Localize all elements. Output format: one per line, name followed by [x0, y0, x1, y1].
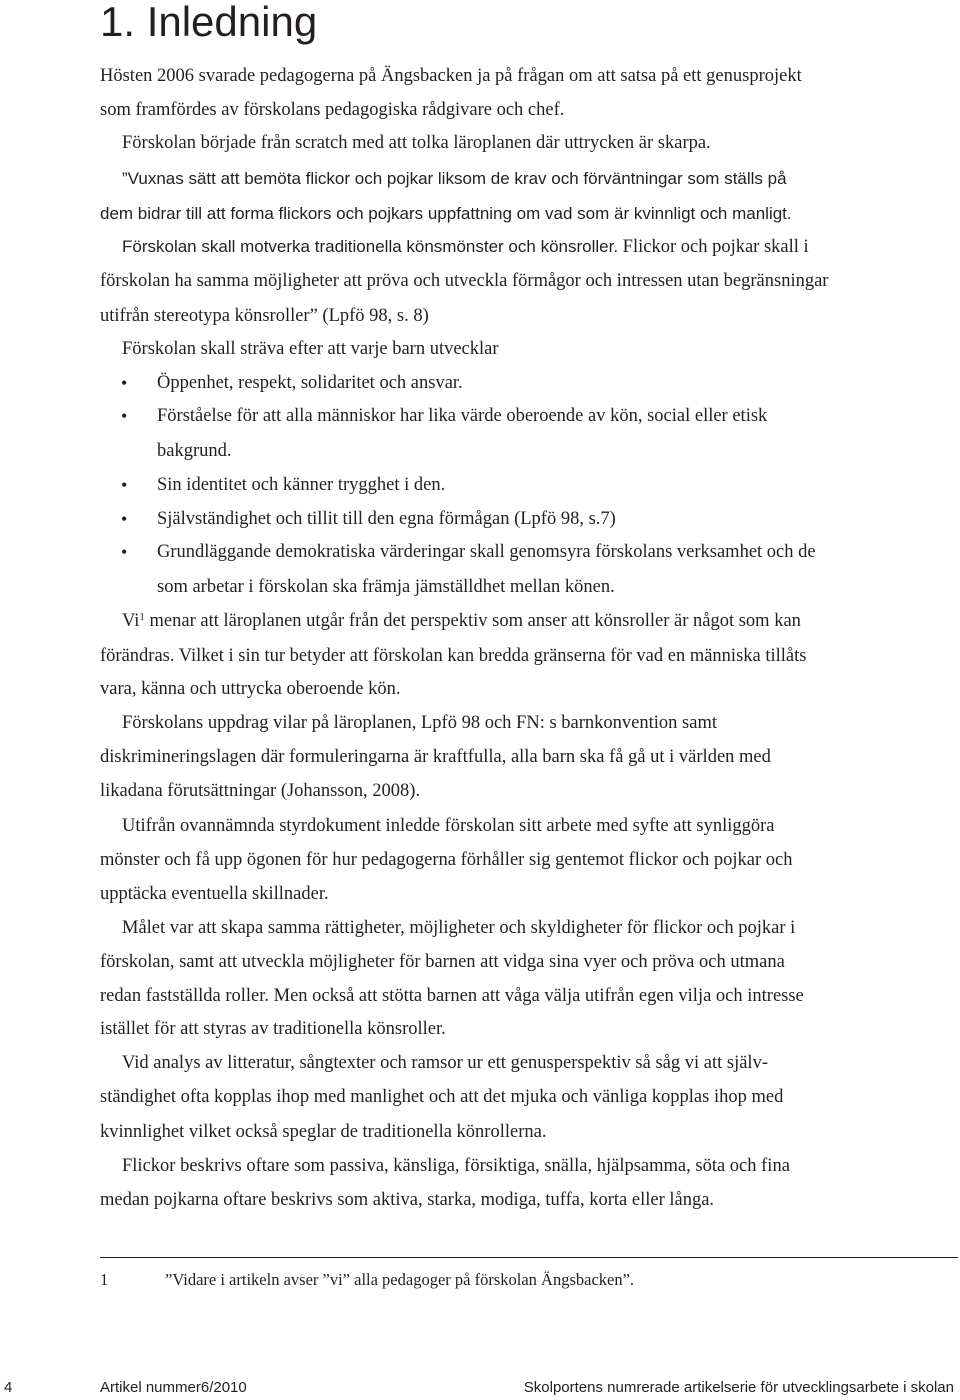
footnote-text: ”Vidare i artikeln avser ”vi” alla pedagoger på förskolan Ängsbacken”.	[165, 1270, 635, 1289]
paragraph-line: Utifrån ovannämnda styrdokument inledde förskolan sitt arbete med syfte att synliggöra	[122, 816, 775, 836]
vi-word: Vi	[122, 611, 140, 631]
paragraph-line: redan fastställda roller. Men också att stötta barnen att våga välja utifrån egen vilja och intresse	[100, 986, 804, 1006]
page-title: 1. Inledning	[100, 0, 318, 45]
paragraph-line: medan pojkarna oftare beskrivs som aktiva, starka, modiga, tuffa, korta eller långa.	[100, 1190, 715, 1210]
paragraph-line: Målet var att skapa samma rättigheter, möjligheter och skyldigheter för flickor och pojkar i	[122, 918, 796, 938]
paragraph-line: upptäcka eventuella skillnader.	[100, 884, 329, 904]
paragraph-line	[122, 610, 801, 632]
bullet-dot: •	[121, 373, 128, 393]
bullet-dot: •	[121, 406, 128, 426]
paragraph-line: kvinnlighet vilket också speglar de traditionella könrollerna.	[100, 1122, 547, 1142]
page-number: 4	[4, 1379, 13, 1396]
footer-article-number: Artikel nummer6/2010	[100, 1379, 247, 1396]
footnote-divider	[100, 1257, 958, 1258]
paragraph-line: förändras. Vilket i sin tur betyder att förskolan kan bredda gränserna för vad en människa tillåts	[100, 646, 807, 666]
paragraph-line: likadana förutsättningar (Johansson, 2008).	[100, 781, 421, 801]
list-intro: Förskolan skall sträva efter att varje barn utvecklar	[122, 339, 499, 359]
bullet-item-continued: bakgrund.	[157, 441, 232, 461]
paragraph-line: förskolan, samt att utveckla möjligheter för barnen att vidga sina vyer och pröva och utmana	[100, 952, 785, 972]
vi-rest: menar att läroplanen utgår från det perspektiv som anser att könsroller är något som kan	[144, 611, 801, 631]
paragraph-line: mönster och få upp ögonen för hur pedagogerna förhåller sig gentemot flickor och pojkar och	[100, 850, 793, 870]
paragraph-line: diskrimineringslagen där formuleringarna är kraftfulla, alla barn ska få gå ut i världen med	[100, 747, 771, 767]
paragraph-line: Flickor beskrivs oftare som passiva, känsliga, försiktiga, snälla, hjälpsamma, söta och fina	[122, 1156, 790, 1176]
bullet-item: Grundläggande demokratiska värderingar skall genomsyra förskolans verksamhet och de	[157, 542, 816, 562]
quote-line: ”Vuxnas sätt att bemöta flickor och pojkar liksom de krav och förväntningar som ställs på	[122, 169, 787, 188]
paragraph-line: istället för att styras av traditionella könsroller.	[100, 1019, 446, 1039]
footnote-number: 1	[100, 1270, 109, 1289]
bullet-dot: •	[121, 542, 128, 562]
paragraph-line: Hösten 2006 svarade pedagogerna på Ängsbacken ja på frågan om att satsa på ett genusprojekt	[100, 66, 802, 86]
bullet-dot: •	[121, 509, 128, 529]
footer-series-title: Skolportens numrerade artikelserie för utvecklingsarbete i skolan	[523, 1379, 954, 1396]
quote-line: utifrån stereotypa könsroller” (Lpfö 98, s. 8)	[100, 306, 429, 326]
bullet-dot: •	[121, 475, 128, 495]
paragraph-line: Vid analys av litteratur, sångtexter och ramsor ur ett genusperspektiv så såg vi att själv-	[122, 1053, 768, 1073]
paragraph-line: ständighet ofta kopplas ihop med manlighet och att det mjuka och vänliga kopplas ihop med	[100, 1087, 784, 1107]
bullet-item: Sin identitet och känner trygghet i den.	[157, 475, 446, 495]
quote-sans-text: Förskolan skall motverka traditionella könsmönster och könsroller.	[122, 237, 619, 256]
footnote-reference: 1	[139, 611, 145, 623]
quote-line	[122, 236, 809, 258]
quote-serif-text: Flickor och pojkar skall i	[618, 237, 809, 257]
paragraph-line: Förskolan började från scratch med att tolka läroplanen där uttrycken är skarpa.	[122, 133, 711, 153]
paragraph-line: som framfördes av förskolans pedagogiska rådgivare och chef.	[100, 100, 565, 120]
bullet-item-continued: som arbetar i förskolan ska främja jämställdhet mellan könen.	[157, 577, 615, 597]
paragraph-line: Förskolans uppdrag vilar på läroplanen, Lpfö 98 och FN: s barnkonvention samt	[122, 713, 717, 733]
quote-line: dem bidrar till att forma flickors och pojkars uppfattning om vad som är kvinnligt och manligt.	[100, 204, 792, 223]
bullet-item: Förståelse för att alla människor har lika värde oberoende av kön, social eller etisk	[157, 406, 768, 426]
quote-line: förskolan ha samma möjligheter att pröva och utveckla förmågor och intressen utan begränsningar	[100, 271, 829, 291]
paragraph-line: vara, känna och uttrycka oberoende kön.	[100, 679, 401, 699]
bullet-item: Öppenhet, respekt, solidaritet och ansvar.	[157, 373, 463, 393]
bullet-item: Självständighet och tillit till den egna förmågan (Lpfö 98, s.7)	[157, 509, 616, 529]
